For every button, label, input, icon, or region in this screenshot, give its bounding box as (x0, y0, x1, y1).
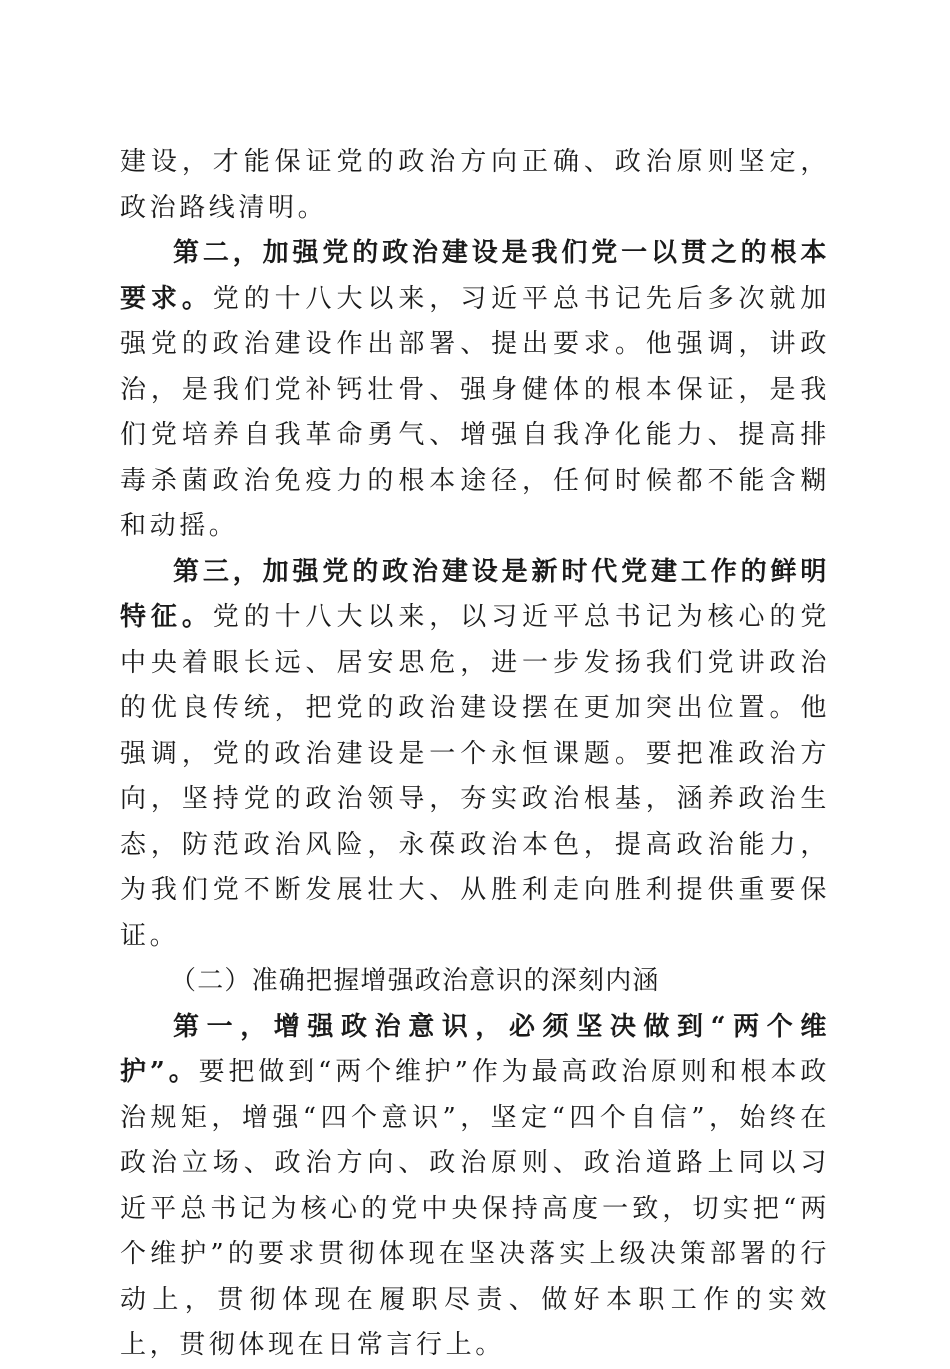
section-subheading: （二）准确把握增强政治意识的深刻内涵 (170, 966, 660, 996)
paragraph-body: 要把做到“两个维护”作为最高政治原则和根本政治规矩，增强“四个意识”，坚定“四个自信”，始终在政治立场、政治方向、政治原则、政治道路上同以习近平总书记为核心的党中央保持高度一致，切实把“两个维护”的要求贯彻体现在坚决落实上级决策部署的行动上，贯彻体现在履职尽责、做好本职工作的实效上，贯彻体现在日常言行上。 (120, 1057, 830, 1360)
paragraph-body: 党的十八大以来，以习近平总书记为核心的党中央着眼长远、居安思危，进一步发扬我们党讲政治的优良传统，把党的政治建设摆在更加突出位置。他强调，党的政治建设是一个永恒课题。要把准政治方向，坚持党的政治领导，夯实政治根基，涵养政治生态，防范政治风险，永葆政治本色，提高政治能力，为我们党不断发展壮大、从胜利走向胜利提供重要保证。 (120, 602, 830, 951)
paragraph-continuation (120, 140, 830, 231)
paragraph-body: 党的十八大以来，习近平总书记先后多次就加强党的政治建设作出部署、提出要求。他强调，讲政治，是我们党补钙壮骨、强身健体的根本保证，是我们党培养自我革命勇气、增强自我净化能力、提高排毒杀菌政治免疫力的根本途径，任何时候都不能含糊和动摇。 (120, 283, 830, 541)
paragraph-body: 建设，才能保证党的政治方向正确、政治原则坚定，政治路线清明。 (120, 147, 830, 223)
paragraph-lead: 第二，加强党的政治建设是我们党一以贯之的根本要求。 (120, 238, 830, 314)
paragraph-lead: 第三，加强党的政治建设是新时代党建工作的鲜明特征。 (120, 556, 830, 632)
paragraph-lead: 第一，增强政治意识，必须坚决做到“两个维护”。 (120, 1011, 830, 1087)
paragraph-first-point (120, 1005, 830, 1369)
paragraph-third-point (120, 550, 830, 960)
paragraph-second-point (120, 231, 830, 550)
